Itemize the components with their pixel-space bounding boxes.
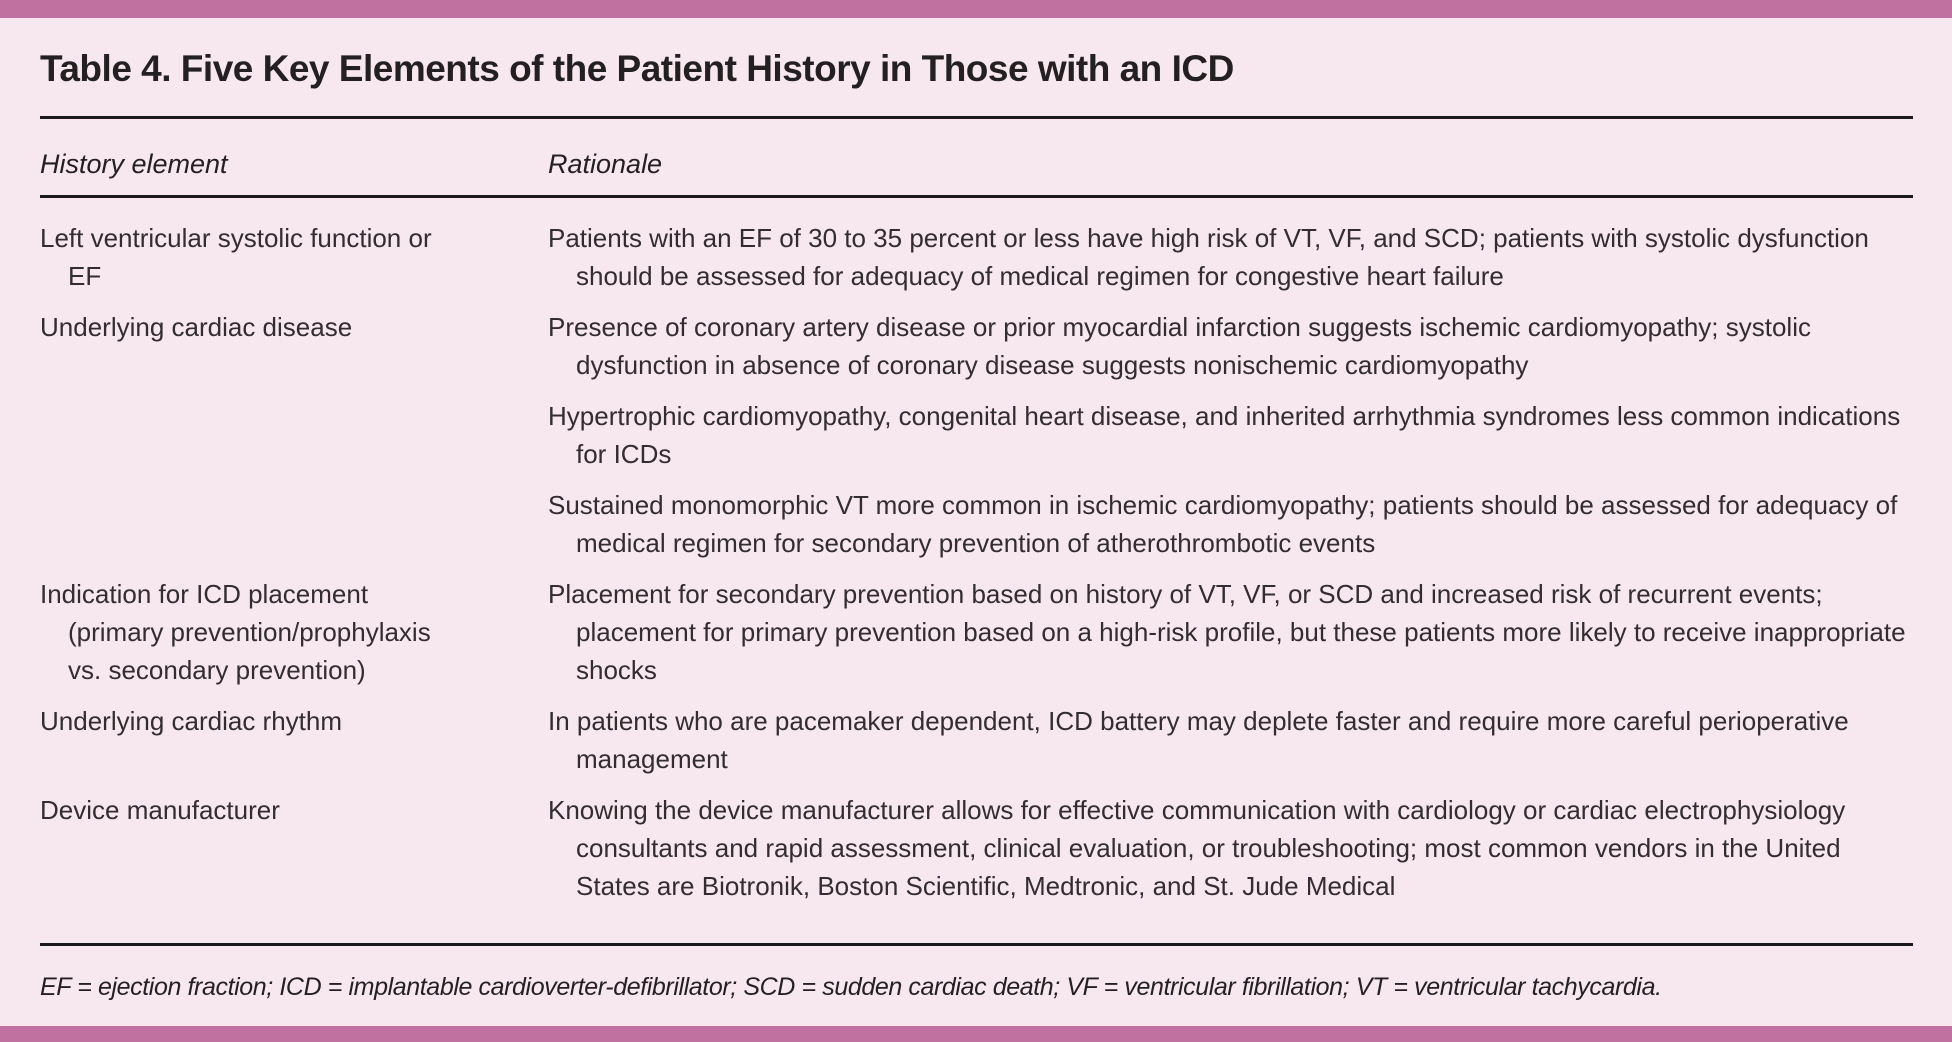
column-header-rationale: Rationale <box>548 149 663 179</box>
rationale-paragraph: Hypertrophic cardiomyopathy, congenital heart disease, and inherited arrhythmia syndromes less common indications for ICDs <box>548 401 1901 469</box>
table-body <box>40 198 1913 905</box>
top-accent-bar <box>0 0 1952 18</box>
bottom-accent-bar <box>0 1026 1952 1042</box>
table-title: Table 4. Five Key Elements of the Patient History in Those with an ICD <box>40 48 1234 89</box>
rationale-paragraph: Sustained monomorphic VT more common in ischemic cardiomyopathy; patients should be assessed for adequacy of medical regimen for secondary prevention of atherothrombotic events <box>548 490 1898 558</box>
table-content <box>40 18 1913 1026</box>
history-element-cell: Left ventricular systolic function or EF <box>40 223 432 291</box>
table-row <box>40 575 1913 689</box>
history-element-cell: Device manufacturer <box>40 795 280 825</box>
table-row <box>40 791 1913 905</box>
table-row <box>40 219 1913 295</box>
rationale-paragraph: Placement for secondary prevention based on history of VT, VF, or SCD and increased risk of recurrent events; placement for primary prevention based on a high-risk profile, but these patients more likely to receive inappropriate shocks <box>548 579 1906 685</box>
rationale-cell <box>548 702 1913 778</box>
table-row <box>40 702 1913 778</box>
history-element-cell: Underlying cardiac rhythm <box>40 706 343 736</box>
rationale-paragraph: Knowing the device manufacturer allows for effective communication with cardiology or cardiac electrophysiology consultants and rapid assessment, clinical evaluation, or troubleshooting; most common vendors in the United States are Biotronik, Boston Scientific, Medtronic, and St. Jude Medical <box>548 795 1846 901</box>
column-header-history-element: History element <box>40 149 228 179</box>
table-header-row <box>40 119 1913 195</box>
table-footer-block <box>40 943 1913 1026</box>
rationale-cell <box>548 219 1913 295</box>
abbreviations-footnote: EF = ejection fraction; ICD = implantable cardioverter-defibrillator; SCD = sudden cardiac death; VF = ventricular fibrillation; VT = ventricular tachycardia. <box>40 973 1662 1001</box>
rationale-cell <box>548 575 1913 689</box>
rationale-cell <box>548 791 1913 905</box>
rationale-paragraph: In patients who are pacemaker dependent, ICD battery may deplete faster and require more careful perioperative management <box>548 706 1849 774</box>
rationale-paragraph: Presence of coronary artery disease or prior myocardial infarction suggests ischemic cardiomyopathy; systolic dysfunction in absence of coronary disease suggests nonischemic cardiomyopathy <box>548 312 1811 380</box>
history-element-cell: Underlying cardiac disease <box>40 312 353 342</box>
rationale-cell <box>548 308 1913 562</box>
table-row <box>40 308 1913 562</box>
history-element-cell: Indication for ICD placement (primary prevention/prophylaxis vs. secondary prevention) <box>40 579 431 685</box>
rationale-paragraph: Patients with an EF of 30 to 35 percent or less have high risk of VT, VF, and SCD; patients with systolic dysfunction should be assessed for adequacy of medical regimen for congestive heart failure <box>548 223 1869 291</box>
